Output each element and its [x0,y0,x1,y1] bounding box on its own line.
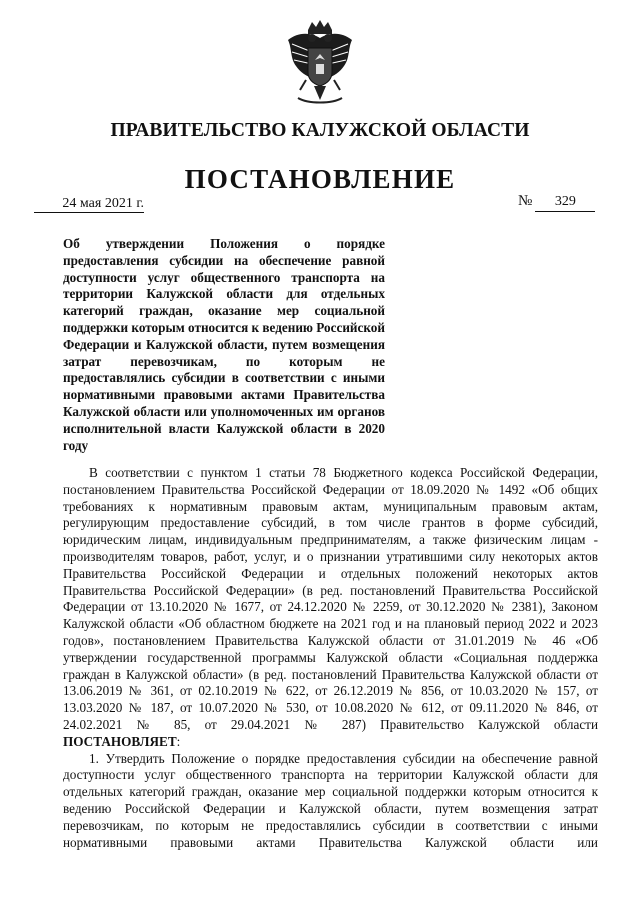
document-number [518,192,595,212]
preamble-paragraph [63,465,598,751]
preamble-text: В соответствии с пунктом 1 статьи 78 Бюджетного кодекса Российской Федерации, постановлением Правительства Российской Федерации от 18.09.2020 № 1492 «Об общих требованиях к нормативным правовым актам, муниципальным правовым актам, регулирующим предоставление субсидий, в том числе грантов в форме субсидий, юридическим лицам, индивидуальным предпринимателям, а также физическим лицам - производителям товаров, работ, услуг, и о признании утратившими силу некоторых актов Правительства Российской Федерации и отдельных положений некоторых актов Правительства Российской Федерации» (в ред. постановлений Правительства Российской Федерации от 13.10.2020 № 1677, от 24.12.2020 № 2259, от 30.12.2020 № 2381), Законом Калужской области «Об областном бюджете на 2021 год и на плановый период 2022 и 2023 годов», постановлением Правительства Калужской области от 31.01.2019 № 46 «Об утверждении государственной программы Калужской области «Социальная поддержка граждан в Калужской области» (в ред. постановлений Правительства Калужской области от 13.06.2019 № 361, от 02.10.2019 № 622, от 26.12.2019 № 856, от 10.03.2020 № 157, от 13.03.2020 № 187, от 10.07.2020 № 530, от 10.08.2020 № 612, от 09.11.2020 № 846, от 24.02.2021 № 85, от 29.04.2021 № 287) Правительство Калужской области [63,465,598,732]
document-body [63,465,598,851]
document-date: 24 мая 2021 г. [34,196,144,213]
document-subject: Об утверждении Положения о порядке предоставления субсидии на обеспечение равной доступности услуг общественного транспорта на территории Калужской области для отдельных категорий граждан, оказание мер социальной поддержки которым относится к ведению Российской Федерации и Калужской области, путем возмещения затрат перевозчикам, по которым не предоставлялись субсидии в соответствии с иными нормативными правовыми актами Правительства Калужской области или уполномоченных им органов исполнительной власти Калужской области в 2020 году [63,236,385,453]
number-value: 329 [535,193,595,212]
document-type-title: ПОСТАНОВЛЕНИЕ [184,164,456,194]
item-1-paragraph: 1. Утвердить Положение о порядке предоставления субсидии на обеспечение равной доступности услуг общественного транспорта на территории Калужской области для отдельных категорий граждан, оказание мер социальной поддержки которым относится к ведению Российской Федерации и Калужской области, путем возмещения затрат перевозчикам, по которым не предоставлялись субсидии в соответствии с иными нормативными правовыми актами Правительства Калужской области или [63,750,598,850]
resolves-colon: : [176,733,181,749]
coat-of-arms-icon [284,18,356,106]
number-sign: № [518,193,533,209]
government-title: ПРАВИТЕЛЬСТВО КАЛУЖСКОЙ ОБЛАСТИ [110,120,530,141]
resolves-word: ПОСТАНОВЛЯЕТ [63,733,177,749]
